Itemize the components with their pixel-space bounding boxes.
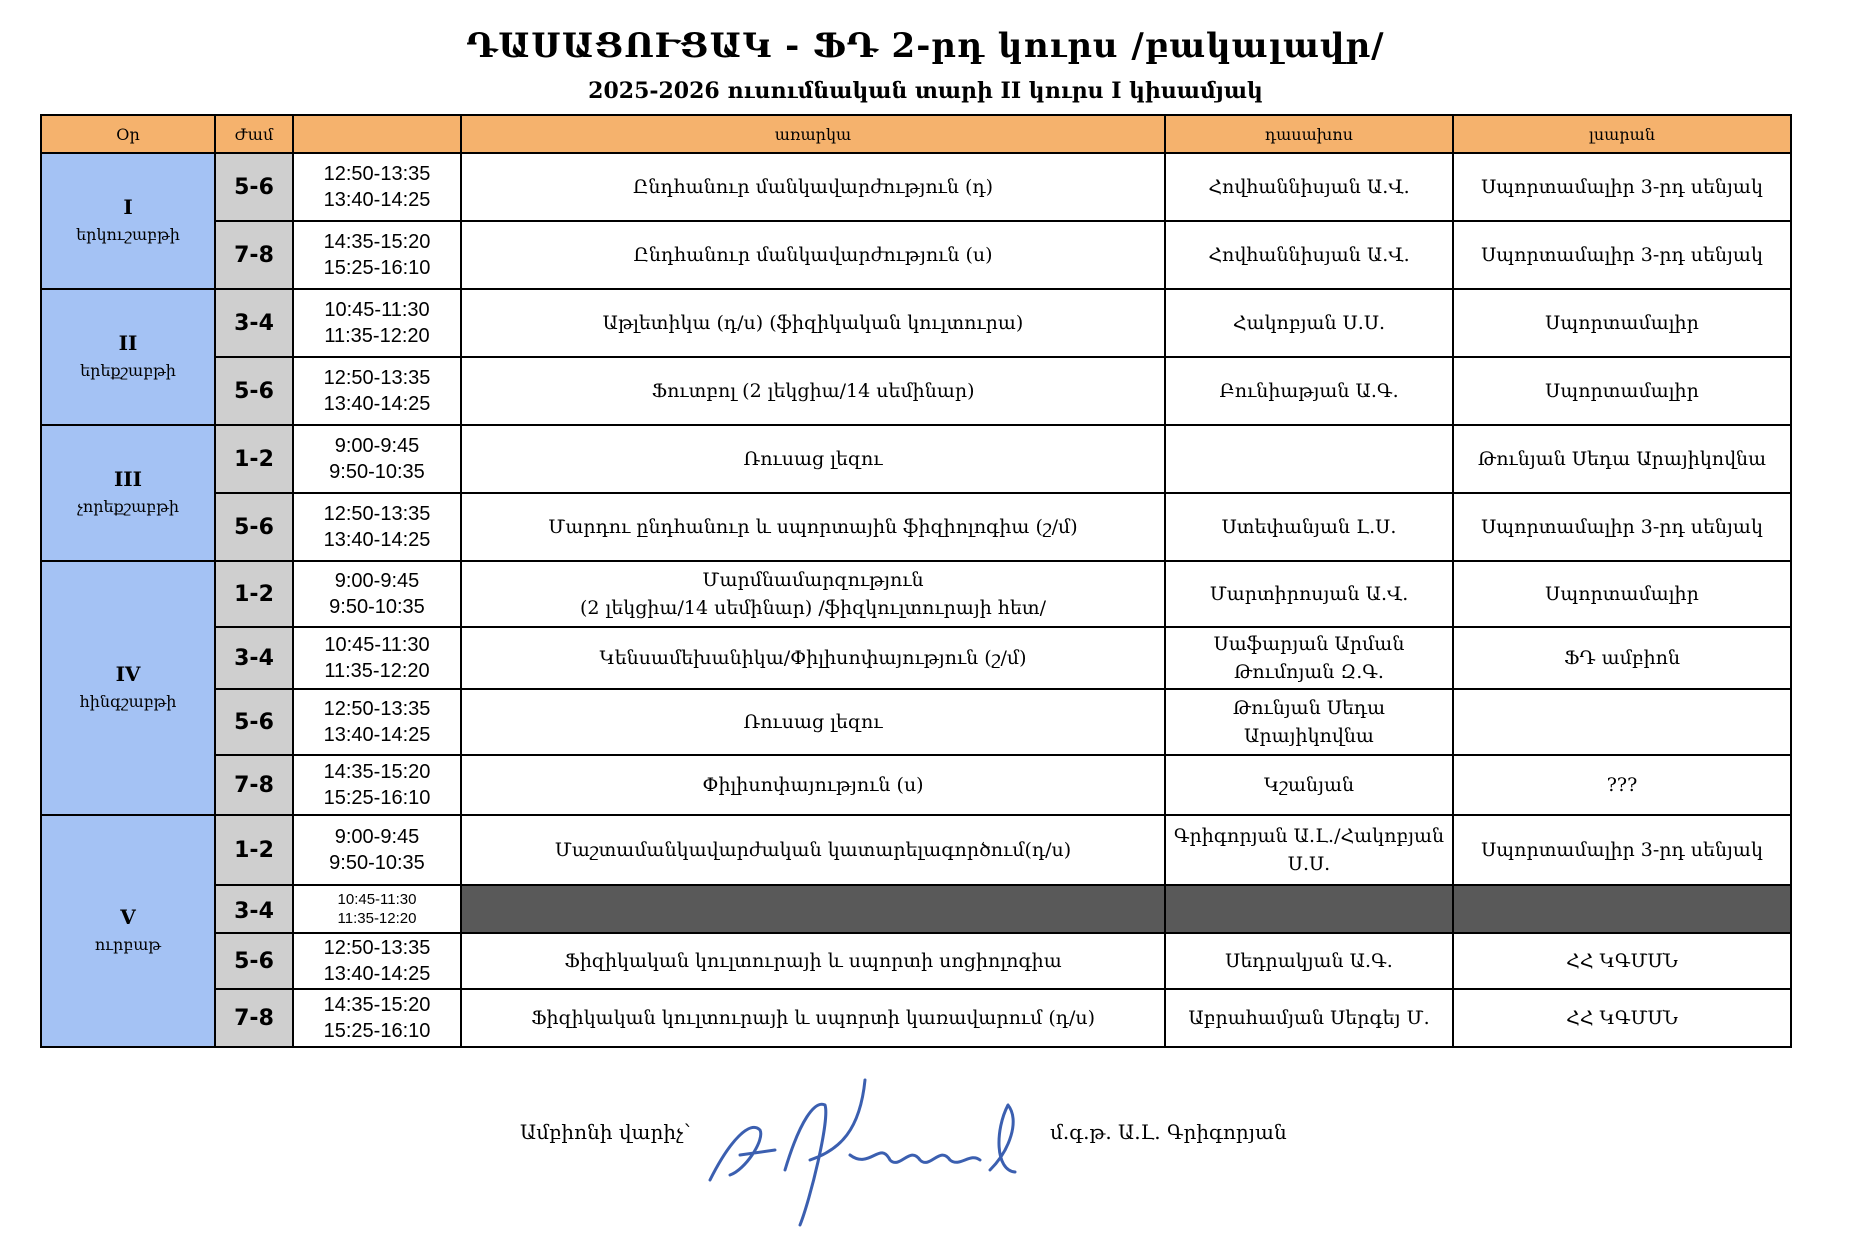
room-cell: ՀՀ ԿԳՄՍՆ xyxy=(1453,989,1791,1047)
subject-cell xyxy=(461,933,1165,989)
teacher-line: Աբրահամյան Սերգեյ Մ. xyxy=(1188,1007,1430,1029)
teacher-line: Սաֆարյան Արման xyxy=(1213,633,1405,655)
subject-line: Փիլիսոփայություն (ս) xyxy=(702,774,924,796)
subject-cell xyxy=(461,627,1165,689)
time-end: 13:40-14:25 xyxy=(323,963,431,985)
day-cell xyxy=(41,561,215,815)
subject-line: Մարդու ընդհանուր և սպորտային ֆիզիոլոգիա (շ/մ) xyxy=(548,516,1078,538)
column-header-subject: առարկա xyxy=(461,115,1165,153)
day-cell xyxy=(41,815,215,1047)
room-cell: Սպորտամալիր 3-րդ սենյակ xyxy=(1453,153,1791,221)
day-number: III xyxy=(113,467,143,491)
hours-cell: 3-4 xyxy=(215,885,293,933)
subject-line: Ռուսաց լեզու xyxy=(743,448,883,470)
subject-cell xyxy=(461,989,1165,1047)
time-cell xyxy=(293,689,461,755)
time-cell xyxy=(293,627,461,689)
teacher-line: Հակոբյան Ս.Ս. xyxy=(1232,312,1386,334)
time-start: 12:50-13:35 xyxy=(323,163,431,185)
time-start: 14:35-15:20 xyxy=(323,231,431,253)
time-cell xyxy=(293,153,461,221)
subject-cell xyxy=(461,357,1165,425)
time-cell xyxy=(293,885,461,933)
table-row xyxy=(41,689,1791,755)
time-end: 15:25-16:10 xyxy=(323,257,431,279)
time-cell xyxy=(293,221,461,289)
hours-cell: 7-8 xyxy=(215,989,293,1047)
subject-line: Ընդհանուր մանկավարժություն (ս) xyxy=(633,244,993,266)
hours-cell: 5-6 xyxy=(215,153,293,221)
day-cell xyxy=(41,153,215,289)
subject-line-2: (2 լեկցիա/14 սեմինար) /ֆիզկուլտուրայի հետ/ xyxy=(580,597,1046,619)
column-header-hours: Ժամ xyxy=(215,115,293,153)
time-end: 9:50-10:35 xyxy=(329,596,425,618)
teacher-line: Սեդրակյան Ա.Գ. xyxy=(1225,950,1393,972)
teacher-line: Գրիգորյան Ա.Լ./Հակոբյան xyxy=(1173,825,1445,847)
teacher-line: Կշանյան xyxy=(1263,774,1355,796)
subject-cell xyxy=(461,815,1165,885)
room-cell: ՀՀ ԿԳՄՍՆ xyxy=(1453,933,1791,989)
column-header-teacher: դասախոս xyxy=(1165,115,1453,153)
table-row xyxy=(41,493,1791,561)
room-cell xyxy=(1453,689,1791,755)
schedule-title: ԴԱՍԱՑՈՒՑԱԿ - ՖԴ 2-րդ կուրս /բակալավր/ xyxy=(466,26,1385,66)
table-row xyxy=(41,755,1791,815)
subject-cell xyxy=(461,153,1165,221)
table-row xyxy=(41,815,1791,885)
time-end: 13:40-14:25 xyxy=(323,529,431,551)
blocked-cell xyxy=(1165,885,1453,933)
table-row xyxy=(41,357,1791,425)
room-cell: ՖԴ ամբիոն xyxy=(1453,627,1791,689)
room-cell: Սպորտամալիր 3-րդ սենյակ xyxy=(1453,815,1791,885)
subject-cell xyxy=(461,755,1165,815)
time-cell xyxy=(293,425,461,493)
time-end: 15:25-16:10 xyxy=(323,1020,431,1042)
table-row xyxy=(41,989,1791,1047)
time-end: 11:35-12:20 xyxy=(337,910,417,927)
schedule-subtitle: 2025-2026 ուսումնական տարի II կուրս I կիսամյակ xyxy=(588,78,1263,104)
column-header-room: լսարան xyxy=(1453,115,1791,153)
time-start: 9:00-9:45 xyxy=(334,435,420,457)
time-start: 12:50-13:35 xyxy=(323,367,431,389)
time-start: 12:50-13:35 xyxy=(323,698,431,720)
time-cell xyxy=(293,357,461,425)
time-end: 13:40-14:25 xyxy=(323,189,431,211)
subject-cell xyxy=(461,425,1165,493)
day-cell xyxy=(41,425,215,561)
teacher-line-2: Թումոյան Զ.Գ. xyxy=(1234,661,1384,683)
room-cell: ??? xyxy=(1453,755,1791,815)
teacher-line: Հովհաննիսյան Ա.Վ. xyxy=(1208,176,1410,198)
teacher-line-2: Արայիկովնա xyxy=(1244,725,1374,747)
time-end: 9:50-10:35 xyxy=(329,852,425,874)
time-cell xyxy=(293,755,461,815)
subject-line: Մաշտամանկավարժական կատարելագործում(դ/ս) xyxy=(554,839,1072,861)
footer-head-name: մ.գ.թ. Ա.Լ. Գրիգորյան xyxy=(1050,1120,1287,1144)
hours-cell: 3-4 xyxy=(215,627,293,689)
time-cell xyxy=(293,989,461,1047)
table-row xyxy=(41,627,1791,689)
column-header-day: Օր xyxy=(41,115,215,153)
table-row xyxy=(41,289,1791,357)
time-start: 10:45-11:30 xyxy=(337,891,417,908)
subject-cell xyxy=(461,493,1165,561)
day-name: ուրբաթ xyxy=(94,935,162,954)
subject-line: Մարմնամարզություն xyxy=(702,569,924,591)
teacher-cell xyxy=(1165,561,1453,627)
hours-cell: 1-2 xyxy=(215,815,293,885)
blocked-cell xyxy=(461,885,1165,933)
subject-line: Ռուսաց լեզու xyxy=(743,711,883,733)
teacher-line-2: Ս.Ս. xyxy=(1287,853,1331,875)
time-end: 13:40-14:25 xyxy=(323,724,431,746)
hours-cell: 5-6 xyxy=(215,933,293,989)
subject-line: Ֆիզիկական կուլտուրայի և սպորտի սոցիոլոգիա xyxy=(564,950,1062,972)
day-number: II xyxy=(118,331,138,355)
blocked-cell xyxy=(1453,885,1791,933)
subject-cell xyxy=(461,221,1165,289)
table-row xyxy=(41,425,1791,493)
time-cell xyxy=(293,933,461,989)
day-number: IV xyxy=(115,662,141,686)
table-row xyxy=(41,885,1791,933)
teacher-cell xyxy=(1165,755,1453,815)
subject-line: Ընդհանուր մանկավարժություն (դ) xyxy=(632,176,994,198)
room-cell: Թունյան Սեդա Արայիկովնա xyxy=(1453,425,1791,493)
day-name: երեքշաբթի xyxy=(80,361,176,380)
teacher-cell xyxy=(1165,933,1453,989)
footer-head-label: Ամբիոնի վարիչ՝ xyxy=(520,1120,691,1144)
hours-cell: 7-8 xyxy=(215,221,293,289)
time-start: 10:45-11:30 xyxy=(324,299,430,321)
teacher-cell xyxy=(1165,989,1453,1047)
day-name: չորեքշաբթի xyxy=(77,497,179,516)
hours-cell: 5-6 xyxy=(215,357,293,425)
day-cell xyxy=(41,289,215,425)
teacher-cell xyxy=(1165,815,1453,885)
teacher-cell xyxy=(1165,289,1453,357)
time-end: 15:25-16:10 xyxy=(323,787,431,809)
time-end: 11:35-12:20 xyxy=(324,325,430,347)
time-end: 9:50-10:35 xyxy=(329,461,425,483)
day-name: երկուշաբթի xyxy=(76,225,180,244)
table-row xyxy=(41,561,1791,627)
teacher-line: Մարտիրոսյան Ա.Վ. xyxy=(1209,583,1409,605)
teacher-line: Ստեփանյան Լ.Ս. xyxy=(1221,516,1397,538)
day-number: I xyxy=(123,195,133,219)
time-start: 9:00-9:45 xyxy=(334,570,420,592)
hours-cell: 3-4 xyxy=(215,289,293,357)
time-cell xyxy=(293,815,461,885)
table-row xyxy=(41,153,1791,221)
schedule-table xyxy=(40,114,1792,1048)
hours-cell: 7-8 xyxy=(215,755,293,815)
time-end: 11:35-12:20 xyxy=(324,660,430,682)
subject-cell xyxy=(461,561,1165,627)
signature xyxy=(690,1060,1050,1240)
hours-cell: 1-2 xyxy=(215,561,293,627)
room-cell: Սպորտամալիր 3-րդ սենյակ xyxy=(1453,493,1791,561)
teacher-cell xyxy=(1165,627,1453,689)
time-start: 10:45-11:30 xyxy=(324,634,430,656)
table-row xyxy=(41,933,1791,989)
subject-line: Աթլետիկա (դ/ս) (ֆիզիկական կուլտուրա) xyxy=(602,312,1024,334)
time-cell xyxy=(293,561,461,627)
subject-line: Ֆուտբոլ (2 լեկցիա/14 սեմինար) xyxy=(651,380,975,402)
teacher-cell xyxy=(1165,493,1453,561)
teacher-line: Թունյան Սեդա xyxy=(1232,697,1386,719)
teacher-line: Հովհաննիսյան Ա.Վ. xyxy=(1208,244,1410,266)
teacher-line: Բունիաթյան Ա.Գ. xyxy=(1219,380,1399,402)
teacher-cell xyxy=(1165,357,1453,425)
table-header-row xyxy=(41,115,1791,153)
teacher-cell xyxy=(1165,221,1453,289)
subject-cell xyxy=(461,289,1165,357)
time-start: 12:50-13:35 xyxy=(323,503,431,525)
time-start: 12:50-13:35 xyxy=(323,937,431,959)
teacher-cell xyxy=(1165,425,1453,493)
time-start: 14:35-15:20 xyxy=(323,994,431,1016)
time-cell xyxy=(293,493,461,561)
time-end: 13:40-14:25 xyxy=(323,393,431,415)
day-name: հինգշաբթի xyxy=(79,692,177,711)
day-number: V xyxy=(120,905,136,929)
subject-line: Կենսամեխանիկա/Փիլիսոփայություն (շ/մ) xyxy=(599,647,1027,669)
subject-line: Ֆիզիկական կուլտուրայի և սպորտի կառավարում (դ/ս) xyxy=(530,1007,1096,1029)
column-header-time xyxy=(293,115,461,153)
table-row xyxy=(41,221,1791,289)
hours-cell: 1-2 xyxy=(215,425,293,493)
time-start: 9:00-9:45 xyxy=(334,826,420,848)
hours-cell: 5-6 xyxy=(215,493,293,561)
time-cell xyxy=(293,289,461,357)
hours-cell: 5-6 xyxy=(215,689,293,755)
room-cell: Սպորտամալիր 3-րդ սենյակ xyxy=(1453,221,1791,289)
teacher-cell xyxy=(1165,689,1453,755)
room-cell: Սպորտամալիր xyxy=(1453,289,1791,357)
teacher-cell xyxy=(1165,153,1453,221)
room-cell: Սպորտամալիր xyxy=(1453,357,1791,425)
room-cell: Սպորտամալիր xyxy=(1453,561,1791,627)
subject-cell xyxy=(461,689,1165,755)
time-start: 14:35-15:20 xyxy=(323,761,431,783)
